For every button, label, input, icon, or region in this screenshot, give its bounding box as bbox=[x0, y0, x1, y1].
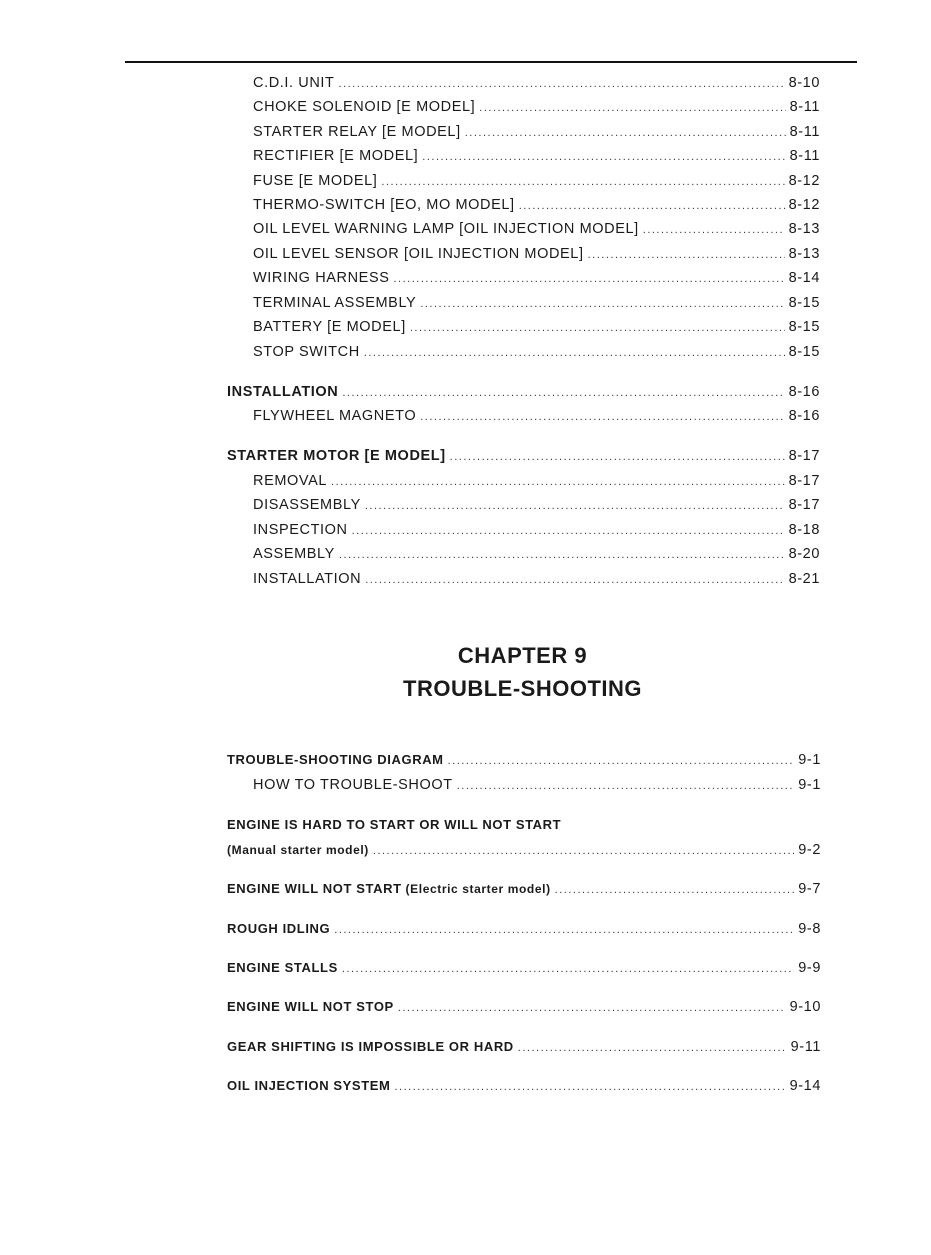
toc-entry-label: THERMO-SWITCH [EO, MO MODEL] bbox=[253, 197, 515, 213]
toc-section-oil-injection-system[interactable] bbox=[227, 1078, 821, 1098]
toc-entry-page: 8-14 bbox=[788, 270, 820, 286]
leader-dots bbox=[450, 451, 785, 463]
toc-section-label: ENGINE STALLS bbox=[227, 960, 338, 975]
toc-entry-label: FUSE [E MODEL] bbox=[253, 173, 378, 189]
toc-section-label: TROUBLE-SHOOTING DIAGRAM bbox=[227, 752, 444, 767]
toc-section-page: 8-16 bbox=[788, 384, 820, 400]
toc-entry-page: 8-20 bbox=[788, 546, 820, 562]
toc-section-rough-idling[interactable] bbox=[227, 921, 821, 941]
toc-entry-page: 8-11 bbox=[789, 99, 820, 115]
toc-section-engine-stalls[interactable] bbox=[227, 960, 821, 980]
toc-entry-label: STARTER RELAY [E MODEL] bbox=[253, 124, 461, 140]
toc-entry-choke-solenoid[interactable] bbox=[253, 99, 820, 119]
toc-entry-inspection[interactable] bbox=[253, 522, 820, 542]
toc-section-label-suffix: (Electric starter model) bbox=[401, 882, 551, 896]
toc-section-page: 9-10 bbox=[789, 999, 821, 1015]
toc-entry-label: INSTALLATION bbox=[253, 571, 362, 587]
toc-entry-page: 8-12 bbox=[788, 197, 820, 213]
toc-section-label: OIL INJECTION SYSTEM bbox=[227, 1078, 391, 1093]
toc-entry-label: FLYWHEEL MAGNETO bbox=[253, 408, 417, 424]
toc-section-trouble-shooting-diagram[interactable] bbox=[227, 752, 821, 772]
leader-dots bbox=[352, 525, 785, 537]
toc-entry-page: 9-1 bbox=[798, 777, 821, 793]
toc-entry-thermo-switch[interactable] bbox=[253, 197, 820, 217]
toc-entry-label: REMOVAL bbox=[253, 473, 328, 489]
toc-entry-label: WIRING HARNESS bbox=[253, 270, 390, 286]
toc-section-engine-will-not-stop[interactable] bbox=[227, 999, 821, 1019]
leader-dots bbox=[342, 387, 784, 399]
toc-entry-assembly[interactable] bbox=[253, 546, 820, 566]
leader-dots bbox=[465, 127, 786, 139]
toc-entry-fuse[interactable] bbox=[253, 173, 820, 193]
toc-section-page: 9-7 bbox=[798, 881, 821, 897]
leader-dots bbox=[420, 298, 784, 310]
toc-section-page: 9-1 bbox=[798, 752, 821, 768]
toc-section-page: 9-11 bbox=[790, 1039, 821, 1055]
toc-entry-page: 8-10 bbox=[788, 75, 820, 91]
toc-section-label-main: ENGINE WILL NOT START bbox=[227, 881, 402, 896]
chapter-label: CHAPTER 9 bbox=[457, 643, 588, 668]
leader-dots bbox=[381, 176, 784, 188]
toc-entry-page: 8-12 bbox=[788, 173, 820, 189]
toc-entry-oil-level-warning-lamp[interactable] bbox=[253, 221, 820, 241]
toc-entry-label: TERMINAL ASSEMBLY bbox=[253, 295, 417, 311]
leader-dots bbox=[339, 549, 785, 561]
toc-entry-page: 8-11 bbox=[789, 124, 820, 140]
toc-entry-wiring-harness[interactable] bbox=[253, 270, 820, 290]
toc-entry-label: ASSEMBLY bbox=[253, 546, 335, 562]
toc-section-page: 9-2 bbox=[798, 842, 821, 858]
toc-entry-how-to-trouble-shoot[interactable] bbox=[253, 777, 821, 797]
leader-dots bbox=[373, 845, 794, 857]
toc-entry-page: 8-13 bbox=[788, 246, 820, 262]
toc-entry-page: 8-18 bbox=[788, 522, 820, 538]
toc-section-label: (Manual starter model) bbox=[227, 843, 369, 857]
toc-entry-label: HOW TO TROUBLE-SHOOT bbox=[253, 777, 453, 793]
toc-section-installation[interactable] bbox=[227, 384, 820, 404]
toc-entry-page: 8-15 bbox=[788, 344, 820, 360]
toc-section-page: 9-9 bbox=[798, 960, 821, 976]
leader-dots bbox=[365, 500, 785, 512]
toc-entry-page: 8-15 bbox=[788, 319, 820, 335]
toc-section-label: STARTER MOTOR [E MODEL] bbox=[227, 448, 446, 464]
toc-section-page: 9-8 bbox=[798, 921, 821, 937]
toc-entry-battery[interactable] bbox=[253, 319, 820, 339]
leader-dots bbox=[518, 1042, 787, 1054]
toc-entry-page: 8-17 bbox=[788, 497, 820, 513]
toc-entry-page: 8-13 bbox=[788, 221, 820, 237]
toc-entry-label: STOP SWITCH bbox=[253, 344, 360, 360]
toc-entry-terminal-assembly[interactable] bbox=[253, 295, 820, 315]
toc-section-label: ENGINE WILL NOT STOP bbox=[227, 999, 394, 1014]
toc-entry-label: OIL LEVEL SENSOR [OIL INJECTION MODEL] bbox=[253, 246, 584, 262]
leader-dots bbox=[422, 151, 785, 163]
toc-entry-page: 8-15 bbox=[788, 295, 820, 311]
toc-entry-oil-level-sensor[interactable] bbox=[253, 246, 820, 266]
toc-entry-starter-relay[interactable] bbox=[253, 124, 820, 144]
leader-dots bbox=[448, 755, 795, 767]
leader-dots bbox=[643, 224, 785, 236]
leader-dots bbox=[394, 273, 785, 285]
toc-entry-page: 8-17 bbox=[788, 473, 820, 489]
leader-dots bbox=[331, 476, 785, 488]
toc-entry-cdi-unit[interactable] bbox=[253, 75, 820, 95]
toc-entry-label: OIL LEVEL WARNING LAMP [OIL INJECTION MODEL] bbox=[253, 221, 639, 237]
leader-dots bbox=[555, 884, 795, 896]
toc-section-engine-will-not-start[interactable] bbox=[227, 881, 821, 901]
toc-heading-hard-to-start: ENGINE IS HARD TO START OR WILL NOT START bbox=[227, 817, 562, 832]
toc-entry-removal[interactable] bbox=[253, 473, 820, 493]
toc-section-manual-starter-model[interactable] bbox=[227, 842, 821, 862]
leader-dots bbox=[334, 924, 794, 936]
header-rule bbox=[125, 61, 857, 63]
toc-entry-flywheel-magneto[interactable] bbox=[253, 408, 820, 428]
toc-section-starter-motor[interactable] bbox=[227, 448, 820, 468]
leader-dots bbox=[519, 200, 785, 212]
toc-entry-stop-switch[interactable] bbox=[253, 344, 820, 364]
leader-dots bbox=[365, 574, 784, 586]
toc-section-label bbox=[227, 881, 551, 896]
toc-entry-page: 8-11 bbox=[789, 148, 820, 164]
toc-entry-page: 8-21 bbox=[788, 571, 820, 587]
toc-section-gear-shifting[interactable] bbox=[227, 1039, 821, 1059]
toc-entry-label: C.D.I. UNIT bbox=[253, 75, 335, 91]
toc-entry-starter-installation[interactable] bbox=[253, 571, 820, 591]
toc-entry-label: RECTIFIER [E MODEL] bbox=[253, 148, 419, 164]
leader-dots bbox=[394, 1081, 785, 1093]
toc-section-label: INSTALLATION bbox=[227, 384, 339, 400]
toc-section-label: GEAR SHIFTING IS IMPOSSIBLE OR HARD bbox=[227, 1039, 514, 1054]
leader-dots bbox=[479, 102, 785, 114]
toc-entry-rectifier[interactable] bbox=[253, 148, 820, 168]
toc-entry-label: DISASSEMBLY bbox=[253, 497, 361, 513]
leader-dots bbox=[398, 1002, 786, 1014]
toc-section-page: 9-14 bbox=[789, 1078, 821, 1094]
leader-dots bbox=[420, 411, 784, 423]
leader-dots bbox=[364, 347, 785, 359]
toc-entry-label: INSPECTION bbox=[253, 522, 348, 538]
leader-dots bbox=[410, 322, 785, 334]
toc-section-label: ROUGH IDLING bbox=[227, 921, 331, 936]
toc-entry-disassembly[interactable] bbox=[253, 497, 820, 517]
toc-section-page: 8-17 bbox=[788, 448, 820, 464]
toc-entry-label: BATTERY [E MODEL] bbox=[253, 319, 406, 335]
leader-dots bbox=[339, 78, 785, 90]
chapter-title: TROUBLE-SHOOTING bbox=[403, 676, 642, 701]
toc-entry-page: 8-16 bbox=[788, 408, 820, 424]
leader-dots bbox=[457, 780, 795, 792]
leader-dots bbox=[342, 963, 794, 975]
toc-entry-label: CHOKE SOLENOID [E MODEL] bbox=[253, 99, 476, 115]
leader-dots bbox=[588, 249, 785, 261]
